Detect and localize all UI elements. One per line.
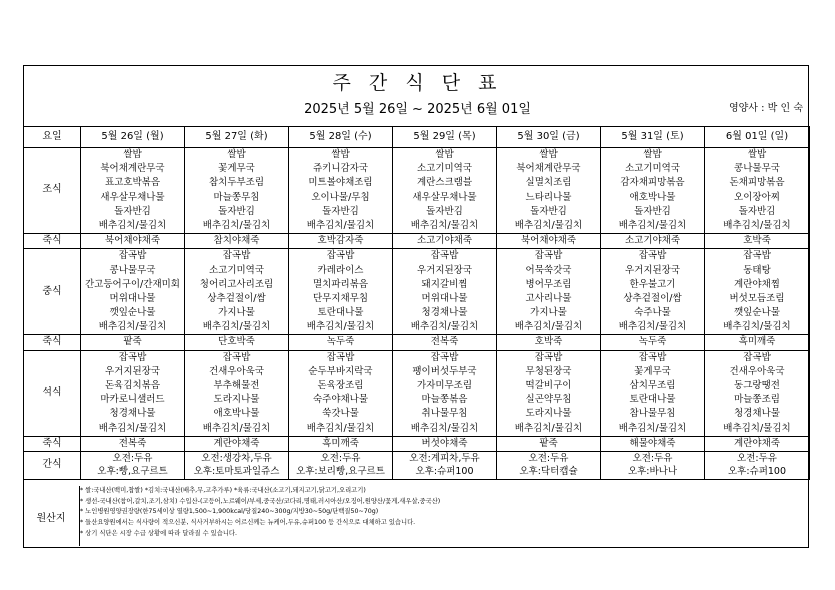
porridge-item: 팥죽 (497, 436, 601, 451)
menu-item: 잡곡밥 (638, 250, 667, 262)
snack-item: 오후:슈퍼100 (727, 466, 787, 478)
menu-item: 실곤약무침 (525, 394, 572, 406)
menu-item: 상추겉절이/쌈 (623, 292, 682, 304)
porridge-item: 흑미깨죽 (289, 436, 393, 451)
snack-item: 오전:계피차,두유 (409, 452, 480, 464)
dinner-day-cell (497, 350, 601, 436)
menu-item: 떡갈비구이 (525, 380, 572, 392)
lunch-day-cell (185, 249, 289, 335)
snack-item: 오후:보리빵,요구르트 (296, 466, 385, 478)
porridge-after-dinner-row (24, 436, 810, 451)
menu-item: 북어채계란무국 (516, 163, 581, 175)
porridge-after-lunch-row (24, 335, 810, 350)
menu-item: 상추겉절이/쌈 (207, 292, 266, 304)
menu-item: 돌자반김 (634, 205, 671, 217)
menu-item: 쌀밥 (331, 149, 350, 160)
menu-item: 멸치파리볶음 (312, 278, 369, 290)
menu-item: 카레라이스 (317, 264, 364, 276)
menu-item: 청경채나물 (734, 408, 780, 420)
porridge-item: 단호박죽 (185, 335, 289, 350)
origin-line: * 쌀:국내산(백미,찹쌀) *김치:국내산(배추,무,고추가루) *육류:국내산(소고기,돼지고기,닭고기,오리고기) (80, 487, 366, 494)
menu-item: 돈채피망볶음 (729, 177, 785, 189)
dinner-day-cell (185, 350, 289, 436)
lunch-day-cell (601, 249, 705, 335)
menu-item: 배추김치/물김치 (202, 422, 271, 434)
menu-item: 청경채나물 (109, 408, 156, 420)
menu-item: 마카로니샐러드 (100, 394, 165, 406)
porridge-after-lunch-label: 죽식 (24, 335, 81, 350)
origin-notes (80, 486, 800, 540)
menu-item: 숙주나물 (634, 307, 671, 319)
snack-item: 오전:두유 (632, 452, 673, 464)
menu-item: 계란스크램블 (416, 177, 473, 189)
porridge-after-dinner-label: 죽식 (24, 436, 81, 451)
breakfast-day-cell (81, 148, 185, 234)
menu-item: 꽃게무국 (634, 365, 671, 377)
porridge-item: 호박죽 (497, 335, 601, 350)
menu-item: 가자미무조림 (416, 380, 473, 392)
menu-item: 콩나물무국 (109, 264, 156, 276)
menu-item: 간고등어구이/간재미회 (85, 278, 180, 290)
menu-period: 2025년 5월 26일 ~ 2025년 6월 01일 (304, 102, 531, 117)
snack-day-cell (705, 451, 810, 479)
menu-item: 우거지된장국 (416, 264, 473, 276)
menu-item: 배추김치/물김치 (202, 219, 271, 231)
menu-item: 배추김치/물김치 (723, 219, 791, 231)
menu-item: 마늘쫑조림 (734, 394, 780, 406)
menu-item: 순두부바지락국 (308, 365, 373, 377)
menu-item: 소고기미역국 (624, 163, 681, 175)
breakfast-row (24, 148, 810, 234)
menu-item: 소고기미역국 (208, 264, 265, 276)
snack-item: 오전:생강차,두유 (201, 452, 272, 464)
porridge-item: 녹두죽 (289, 335, 393, 350)
porridge-item: 계란야채죽 (185, 436, 289, 451)
header-row (24, 127, 810, 148)
menu-item: 토란대나물 (317, 307, 364, 319)
menu-item: 꽃게무국 (218, 163, 255, 175)
day-header: 5월 29일 (목) (393, 127, 497, 148)
menu-item: 소고기미역국 (416, 163, 473, 175)
snack-label: 간식 (24, 451, 81, 479)
menu-item: 잡곡밥 (534, 351, 563, 363)
menu-item: 애호박나물 (629, 191, 676, 203)
menu-item: 배추김치/물김치 (514, 219, 583, 231)
menu-item: 가지나물 (218, 307, 255, 319)
menu-item: 돌자반김 (322, 205, 359, 217)
menu-item: 배추김치/물김치 (514, 321, 583, 333)
page-title: 주 간 식 단 표 (332, 72, 503, 94)
day-header: 5월 28일 (수) (289, 127, 393, 148)
menu-item: 동태탕 (743, 264, 771, 276)
lunch-day-cell (393, 249, 497, 335)
day-header: 6월 01일 (일) (705, 127, 810, 148)
menu-item: 배추김치/물김치 (514, 422, 583, 434)
menu-item: 돈육장조림 (317, 380, 364, 392)
menu-item: 잡곡밥 (118, 351, 147, 363)
menu-item: 잡곡밥 (743, 250, 771, 262)
menu-item: 오이나물/무침 (311, 191, 370, 203)
menu-item: 잡곡밥 (222, 351, 251, 363)
menu-item: 쌀밥 (227, 149, 246, 160)
lunch-label: 중식 (24, 249, 81, 335)
day-label-header: 요일 (24, 127, 81, 148)
origin-line: * 상기 식단은 시장 수급 상황에 따라 달라질 수 있습니다. (80, 529, 237, 537)
dietitian-name: 영양사 : 박 인 숙 (728, 103, 803, 114)
menu-item: 미트볼야채조림 (308, 177, 373, 189)
menu-item: 단무지채무침 (312, 292, 369, 304)
menu-item: 배추김치/물김치 (618, 321, 687, 333)
menu-item: 새우살무채나물 (100, 191, 165, 203)
menu-item: 배추김치/물김치 (306, 422, 375, 434)
menu-item: 머위대나물 (421, 292, 468, 304)
snack-item: 오후:토마토과일쥬스 (193, 466, 280, 478)
menu-item: 배추김치/물김치 (410, 219, 479, 231)
porridge-item: 전복죽 (393, 335, 497, 350)
snack-day-cell (185, 451, 289, 479)
menu-item: 잡곡밥 (743, 351, 771, 363)
menu-item: 북어채계란무국 (100, 163, 165, 175)
menu-item: 쑥갓나물 (322, 408, 359, 420)
menu-item: 삼치무조림 (629, 380, 676, 392)
menu-item: 마늘쫑무침 (213, 191, 260, 203)
porridge-item: 호박감자죽 (289, 234, 393, 249)
menu-item: 청경채나물 (421, 307, 468, 319)
menu-item: 계란야채찜 (734, 278, 780, 290)
origin-line: * 생선-국내산(참어,갈치,조기,삼치) 수입산-(고등어,노르웨이/부세,중국산/코다리,명태,러시아산/오징어,원양산/꽃게,새우살,중국산) (80, 497, 441, 505)
day-header: 5월 31일 (토) (601, 127, 705, 148)
snack-item: 오후:바나나 (627, 466, 678, 478)
menu-item: 돼지갈비찜 (421, 278, 468, 290)
menu-item: 애호박나물 (213, 408, 260, 420)
porridge-item: 북어채야채죽 (81, 234, 185, 249)
menu-item: 한우불고기 (629, 278, 676, 290)
origin-label: 원산지 (23, 486, 80, 546)
menu-item: 오이장아찌 (734, 191, 780, 203)
menu-item: 돌자반김 (738, 205, 776, 217)
menu-item: 도라지나물 (213, 394, 260, 406)
snack-item: 오후:닥터캡슐 (519, 466, 578, 478)
menu-item: 동그랑땡전 (734, 380, 780, 392)
breakfast-day-cell (185, 148, 289, 234)
menu-item: 무청된장국 (525, 365, 572, 377)
menu-item: 쌀밥 (123, 149, 142, 160)
snack-item: 오후:빵,요구르트 (97, 466, 168, 478)
menu-item: 배추김치/물김치 (618, 422, 687, 434)
menu-item: 배추김치/물김치 (410, 321, 479, 333)
origin-line: * 들산요양원에서는 식사량이 적으신분, 식사거부하시는 어르신께는 뉴케어,두유,슈퍼100 등 간식으로 대체하고 있습니다. (80, 519, 416, 527)
menu-item: 어묵쑥갓국 (525, 264, 572, 276)
snack-row (24, 451, 810, 479)
porridge-item: 팥죽 (81, 335, 185, 350)
menu-item: 참나물무침 (629, 408, 676, 420)
menu-item: 쌀밥 (747, 149, 767, 160)
dinner-day-cell (601, 350, 705, 436)
menu-item: 건새우아욱국 (729, 365, 785, 377)
menu-item: 표고호박볶음 (104, 177, 161, 189)
porridge-item: 소고기야채죽 (601, 234, 705, 249)
snack-day-cell (289, 451, 393, 479)
porridge-item: 녹두죽 (601, 335, 705, 350)
dinner-day-cell (393, 350, 497, 436)
menu-item: 잡곡밥 (326, 351, 355, 363)
menu-item: 쌀밥 (435, 149, 454, 160)
snack-day-cell (393, 451, 497, 479)
menu-item: 참치두부조림 (208, 177, 265, 189)
breakfast-day-cell (393, 148, 497, 234)
breakfast-day-cell (497, 148, 601, 234)
menu-item: 배추김치/물김치 (306, 219, 375, 231)
menu-item: 배추김치/물김치 (98, 321, 167, 333)
menu-item: 도라지나물 (525, 408, 572, 420)
breakfast-label: 조식 (24, 148, 81, 234)
snack-item: 오전:두유 (528, 452, 569, 464)
menu-item: 느타리나물 (525, 191, 572, 203)
dinner-row (24, 350, 810, 436)
porridge-item: 호박죽 (705, 234, 810, 249)
porridge-item: 버섯야채죽 (393, 436, 497, 451)
menu-item: 부추해물전 (213, 380, 260, 392)
menu-item: 배추김치/물김치 (202, 321, 271, 333)
snack-day-cell (601, 451, 705, 479)
menu-item: 돌자반김 (218, 205, 255, 217)
menu-item: 배추김치/물김치 (723, 422, 791, 434)
snack-item: 오전:두유 (112, 452, 153, 464)
menu-item: 배추김치/물김치 (98, 422, 167, 434)
menu-item: 실멸치조림 (525, 177, 572, 189)
menu-item: 쌀밥 (643, 149, 662, 160)
dinner-day-cell (705, 350, 810, 436)
porridge-item: 흑미깨죽 (705, 335, 810, 350)
menu-item: 팽이버섯두부국 (412, 365, 477, 377)
breakfast-day-cell (289, 148, 393, 234)
menu-item: 버섯모듬조림 (729, 292, 785, 304)
menu-item: 배추김치/물김치 (410, 422, 479, 434)
lunch-row (24, 249, 810, 335)
menu-item: 병어무조림 (525, 278, 572, 290)
lunch-day-cell (81, 249, 185, 335)
snack-item: 오후:슈퍼100 (415, 466, 474, 478)
lunch-day-cell (289, 249, 393, 335)
menu-item: 잡곡밥 (326, 250, 355, 262)
menu-item: 우거지된장국 (624, 264, 681, 276)
menu-item: 숙주야채나물 (312, 394, 369, 406)
day-header: 5월 30일 (금) (497, 127, 601, 148)
porridge-item: 소고기야채죽 (393, 234, 497, 249)
menu-item: 쥬키니감자국 (312, 163, 369, 175)
menu-item: 머위대나물 (109, 292, 156, 304)
menu-item: 돌자반김 (530, 205, 567, 217)
menu-item: 잡곡밥 (118, 250, 147, 262)
menu-item: 배추김치/물김치 (98, 219, 167, 231)
menu-item: 잡곡밥 (222, 250, 251, 262)
menu-item: 잡곡밥 (638, 351, 667, 363)
menu-item: 마늘쫑볶음 (421, 394, 468, 406)
dinner-day-cell (81, 350, 185, 436)
menu-item: 가지나물 (530, 307, 567, 319)
lunch-day-cell (497, 249, 601, 335)
lunch-day-cell (705, 249, 810, 335)
menu-item: 돈육김치볶음 (104, 380, 161, 392)
menu-item: 고사리나물 (525, 292, 572, 304)
porridge-item: 참치야채죽 (185, 234, 289, 249)
menu-item: 배추김치/물김치 (306, 321, 375, 333)
day-header: 5월 27일 (화) (185, 127, 289, 148)
menu-item: 잡곡밥 (534, 250, 563, 262)
porridge-item: 해물야채죽 (601, 436, 705, 451)
origin-line: * 노인병원영양권장량(한75세이상 열량1,500~1,900kcal/당질240~300g/지방30~50g/단백질50~70g) (80, 508, 379, 516)
menu-item: 돌자반김 (114, 205, 151, 217)
menu-item: 배추김치/물김치 (723, 321, 791, 333)
snack-item: 오전:두유 (320, 452, 361, 464)
weekly-menu-table (23, 126, 810, 480)
dinner-label: 석식 (24, 350, 81, 436)
menu-item: 깻잎순나물 (734, 307, 780, 319)
porridge-item: 북어채야채죽 (497, 234, 601, 249)
day-header: 5월 26일 (월) (81, 127, 185, 148)
menu-item: 감자채피망볶음 (620, 177, 685, 189)
menu-item: 우거지된장국 (104, 365, 161, 377)
breakfast-day-cell (705, 148, 810, 234)
porridge-item: 전복죽 (81, 436, 185, 451)
menu-item: 새우살무채나물 (412, 191, 477, 203)
menu-item: 청어리고사리조림 (199, 278, 274, 290)
menu-item: 돌자반김 (426, 205, 463, 217)
menu-item: 깻잎순나물 (109, 307, 156, 319)
menu-item: 잡곡밥 (430, 250, 459, 262)
menu-item: 쌀밥 (539, 149, 558, 160)
porridge-after-breakfast-label: 죽식 (24, 234, 81, 249)
menu-item: 건새우아욱국 (208, 365, 265, 377)
snack-day-cell (497, 451, 601, 479)
porridge-item: 계란야채죽 (705, 436, 810, 451)
snack-day-cell (81, 451, 185, 479)
breakfast-day-cell (601, 148, 705, 234)
menu-item: 잡곡밥 (430, 351, 459, 363)
menu-item: 토란대나물 (629, 394, 676, 406)
menu-item: 취나물무침 (421, 408, 468, 420)
porridge-after-breakfast-row (24, 234, 810, 249)
menu-item: 배추김치/물김치 (618, 219, 687, 231)
snack-item: 오전:두유 (737, 452, 777, 464)
dinner-day-cell (289, 350, 393, 436)
menu-item: 콩나물무국 (734, 163, 780, 175)
